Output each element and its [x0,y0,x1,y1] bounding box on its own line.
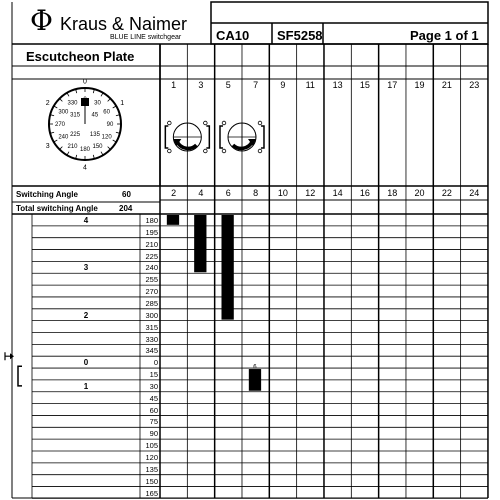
dial-position-number: 4 [83,164,87,172]
angle-label: 345 [145,346,158,356]
contact-block-label: 6 [253,364,257,371]
contact-closed-block [249,369,261,391]
switching-angle-label: Switching Angle [16,190,78,199]
bottom-contact-label: 14 [332,188,343,198]
bottom-contact-label: 8 [253,188,259,198]
dial-angle-number: 300 [58,109,69,116]
angle-label: 285 [145,298,158,308]
logo-phi-icon: Φ [30,4,53,37]
top-contact-label: 1 [171,80,177,90]
bottom-contact-label: 18 [387,188,398,198]
top-contact-label: 21 [441,80,452,90]
dial-angle-number: 30 [94,100,101,107]
angle-label: 0 [153,358,158,368]
dial-angle-number: 315 [70,112,81,119]
angle-label: 300 [145,310,158,320]
top-contact-label: 23 [469,80,480,90]
contact-closed-block [194,215,206,272]
angle-label: 45 [149,393,158,403]
top-contact-label: 19 [414,80,425,90]
angle-label: 105 [145,441,158,451]
angle-label: 15 [149,370,158,380]
bottom-contact-label: 16 [359,188,370,198]
program-code: SF5258 [277,28,323,43]
page-number: Page 1 of 1 [410,28,479,43]
angle-label: 75 [149,417,158,427]
angle-label: 255 [145,275,158,285]
dial-angle-number: 270 [54,122,66,129]
angle-label: 225 [145,251,158,261]
angle-label: 330 [145,334,158,344]
angle-label: 315 [145,322,158,332]
bottom-contact-label: 12 [305,188,316,198]
contact-closed-block [167,215,179,225]
dial-position-number: 2 [45,100,50,107]
angle-label: 240 [145,263,158,273]
top-contact-label: 3 [198,80,204,90]
angle-label: 120 [145,453,158,462]
angle-label: 150 [145,476,158,486]
total-switching-angle-label: Total switching Angle [16,204,98,213]
angle-label: 90 [149,429,158,439]
dial-angle-number: 90 [106,122,114,129]
bottom-contact-label: 22 [441,188,452,198]
position-label: 1 [83,381,89,391]
position-label: 0 [83,358,89,368]
dial-position-number: 1 [120,100,125,107]
brand-name: Kraus & Naimer [60,14,188,34]
angle-label: 195 [145,227,158,237]
dial-angle-number: 135 [89,132,100,139]
position-label: 2 [83,310,89,320]
bottom-contact-label: 4 [198,188,204,198]
angle-label: 210 [145,239,158,249]
dial-angle-number: 180 [79,147,91,154]
switching-angle-value: 60 [122,190,131,199]
position-bracket [18,366,22,386]
position-label: 3 [83,263,89,273]
dial-angle-number: 240 [58,134,69,141]
angle-label: 270 [145,287,158,297]
angle-label: 180 [145,216,158,225]
dial-angle-number: 330 [67,100,78,107]
dial-position-number: 3 [45,143,50,150]
dial-angle-number: 225 [70,132,81,139]
top-contact-label: 11 [305,80,315,90]
top-contact-label: 9 [280,80,286,90]
bottom-contact-label: 2 [171,188,177,198]
angle-label: 135 [145,464,158,474]
dial-angle-number: 210 [67,143,78,150]
total-switching-angle-value: 204 [119,204,133,213]
start-arrow-icon [5,352,10,360]
angle-label: 165 [145,488,158,498]
dial-angle-number: 150 [92,143,103,150]
dial-angle-number: 45 [91,112,99,119]
top-contact-label: 7 [253,80,259,90]
dial-position-number: 0 [83,78,87,86]
bottom-contact-label: 20 [414,188,425,198]
top-contact-label: 15 [359,80,370,90]
escutcheon-title: Escutcheon Plate [26,49,135,64]
contact-closed-block [221,215,233,320]
brand-tagline: BLUE LINE switchgear [110,34,182,41]
bottom-contact-label: 6 [225,188,231,198]
angle-label: 60 [149,405,158,415]
dial-pointer-icon [81,98,89,106]
bottom-contact-label: 24 [469,188,480,198]
model-code: CA10 [216,28,250,43]
top-contact-label: 5 [225,80,231,90]
bottom-contact-label: 10 [277,188,288,198]
top-contact-label: 13 [332,80,343,90]
top-contact-label: 17 [387,80,398,90]
angle-label: 30 [149,381,158,391]
dial-angle-number: 120 [101,134,112,141]
dial-angle-number: 60 [103,109,110,116]
position-label: 4 [83,216,89,225]
